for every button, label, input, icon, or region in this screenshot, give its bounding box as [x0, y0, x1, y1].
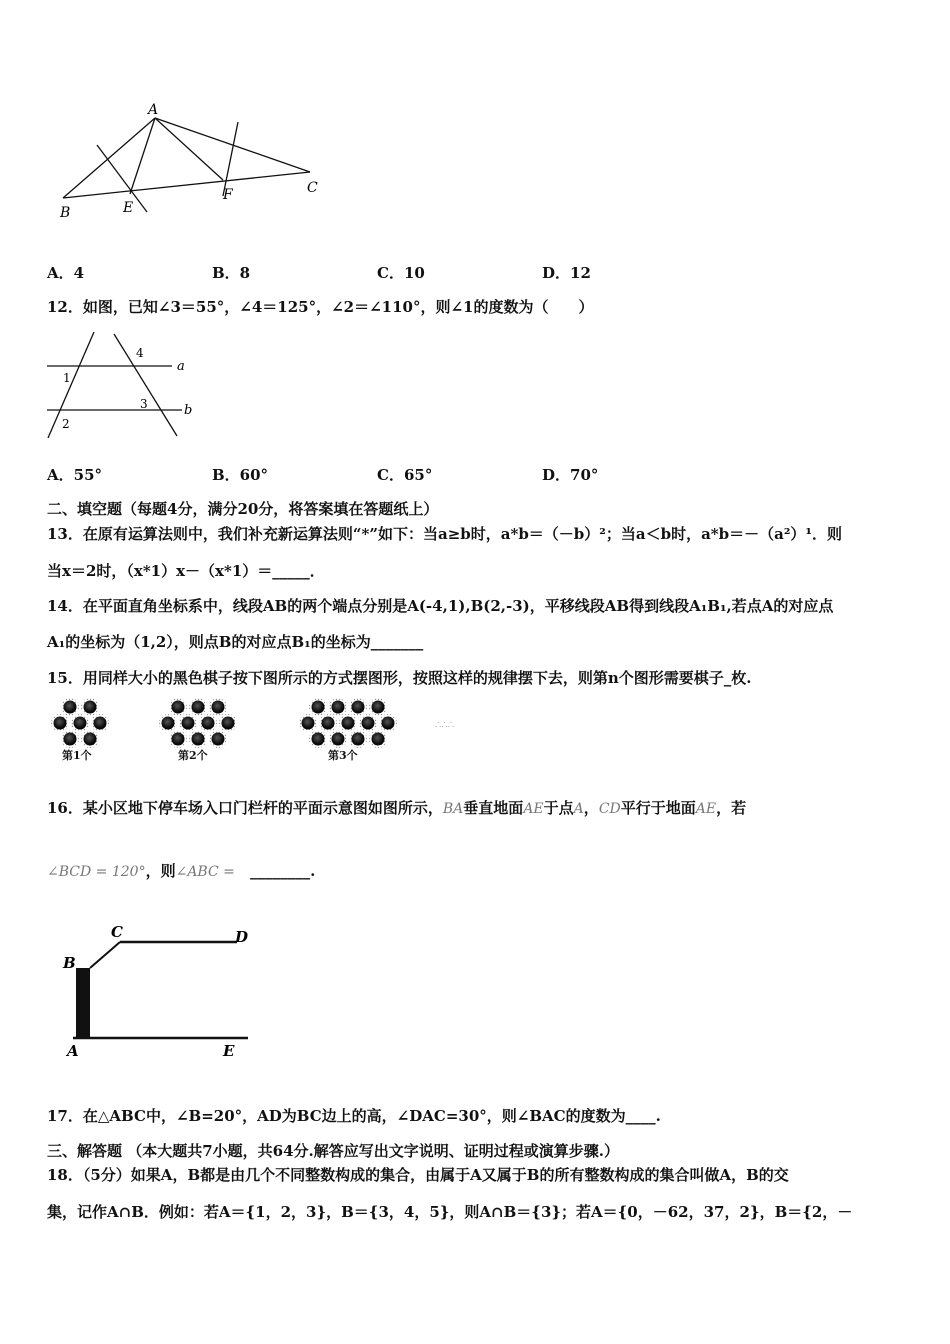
q11-option-c: C．10: [377, 264, 425, 282]
q16-text-d: ，: [583, 799, 599, 817]
q16-sym-ae2: AE: [695, 801, 717, 817]
q12-label-3: 3: [140, 397, 148, 411]
q16-sym-ae1: AE: [523, 801, 544, 817]
q16-sym-ba: BA: [442, 801, 464, 817]
q13-line1: 13．在原有运算法则中，我们补充新运算法则“*”如下：当a≥b时，a*b＝（－b）²；当a＜b时，a*b＝－（a²）¹．则: [47, 525, 842, 543]
q15-trail: ∴∴∴: [435, 720, 455, 731]
q12-label-b: b: [184, 403, 193, 418]
section3-heading: 三、解答题 （本大题共7小题，共64分.解答应写出文字说明、证明过程或演算步骤.）: [47, 1142, 619, 1160]
q15-figure: [50, 695, 480, 767]
q11-option-d: D．12: [542, 264, 591, 282]
q15-pattern-2: [159, 698, 237, 748]
q16-label-a: A: [67, 1042, 79, 1060]
q16-line2: [47, 860, 315, 881]
q11-label-f: F: [223, 187, 233, 203]
q16-label-b: B: [63, 954, 76, 972]
q16-label-e: E: [223, 1042, 235, 1060]
q17-stem: 17．在△ABC中，∠B=20°，AD为BC边上的高，∠DAC=30°，则∠BAC的度数为____.: [47, 1107, 661, 1125]
q11-figure: [55, 100, 345, 230]
q11-option-b: B．8: [212, 264, 251, 282]
q16-ask: ∠ABC =: [175, 864, 235, 880]
q11-option-a: A．4: [47, 264, 85, 282]
q16-text-b: 垂直地面: [463, 799, 524, 817]
q14-line1: 14．在平面直角坐标系中，线段AB的两个端点分别是A(-4,1),B(2,-3)，平移线段AB得到线段A₁B₁,若点A的对应点: [47, 597, 834, 615]
q16-label-d: D: [235, 928, 249, 946]
q12-option-b: B．60°: [212, 466, 269, 484]
section2-heading: 二、填空题（每题4分，满分20分，将答案填在答题纸上）: [47, 500, 439, 518]
q15-pattern-1: [51, 698, 109, 748]
q16-blank: ________.: [250, 862, 316, 880]
q12-label-4: 4: [136, 346, 144, 360]
q12-option-d: D．70°: [542, 466, 599, 484]
q16-text-e: 平行于地面: [620, 799, 696, 817]
q16-sym-cd: CD: [598, 801, 621, 817]
q12-stem: 12．如图，已知∠3＝55°，∠4＝125°，∠2＝∠110°，则∠1的度数为（ ）: [47, 298, 594, 316]
q16-text-c: 于点: [543, 799, 574, 817]
q15-caption-1: 第1个: [62, 749, 92, 762]
q16-figure: [55, 920, 270, 1065]
q12-label-a: a: [177, 359, 185, 374]
q18-line2: 集，记作A∩B．例如：若A＝{1，2，3}，B＝{3，4，5}，则A∩B＝{3}；若A＝{0，－62，37，2}，B＝{2，－: [47, 1203, 853, 1221]
q12-option-a: A．55°: [47, 466, 103, 484]
q11-label-b: B: [60, 205, 71, 221]
q11-label-a: A: [148, 102, 159, 118]
q16-text-a: 16．某小区地下停车场入口门栏杆的平面示意图如图所示，: [47, 799, 443, 817]
q11-label-e: E: [123, 200, 134, 216]
q16-text-f: ，若: [716, 799, 747, 817]
q14-line2: A₁的坐标为（1,2），则点B的对应点B₁的坐标为_______: [47, 633, 424, 651]
q12-label-2: 2: [62, 417, 70, 431]
q12-label-1: 1: [63, 371, 71, 385]
q13-line2: 当x＝2时，（x*1）x－（x*1）＝_____．: [47, 562, 325, 580]
q16-text-g: ，则: [145, 862, 176, 880]
q18-line1: 18．（5分）如果A，B都是由几个不同整数构成的集合，由属于A又属于B的所有整数构成的集合叫做A，B的交: [47, 1166, 789, 1184]
q16-sym-a: A: [573, 801, 584, 817]
q16-line1: [47, 797, 746, 818]
q16-label-c: C: [111, 923, 123, 941]
q15-stem: 15．用同样大小的黑色棋子按下图所示的方式摆图形，按照这样的规律摆下去，则第n个图形需要棋子_枚.: [47, 669, 752, 687]
q15-pattern-3: [299, 698, 397, 748]
q15-caption-2: 第2个: [178, 749, 208, 762]
q11-label-c: C: [307, 180, 318, 196]
q15-caption-3: 第3个: [328, 749, 358, 762]
q12-option-c: C．65°: [377, 466, 433, 484]
q16-cond: ∠BCD = 120°: [47, 864, 146, 880]
q12-figure: [42, 330, 202, 442]
